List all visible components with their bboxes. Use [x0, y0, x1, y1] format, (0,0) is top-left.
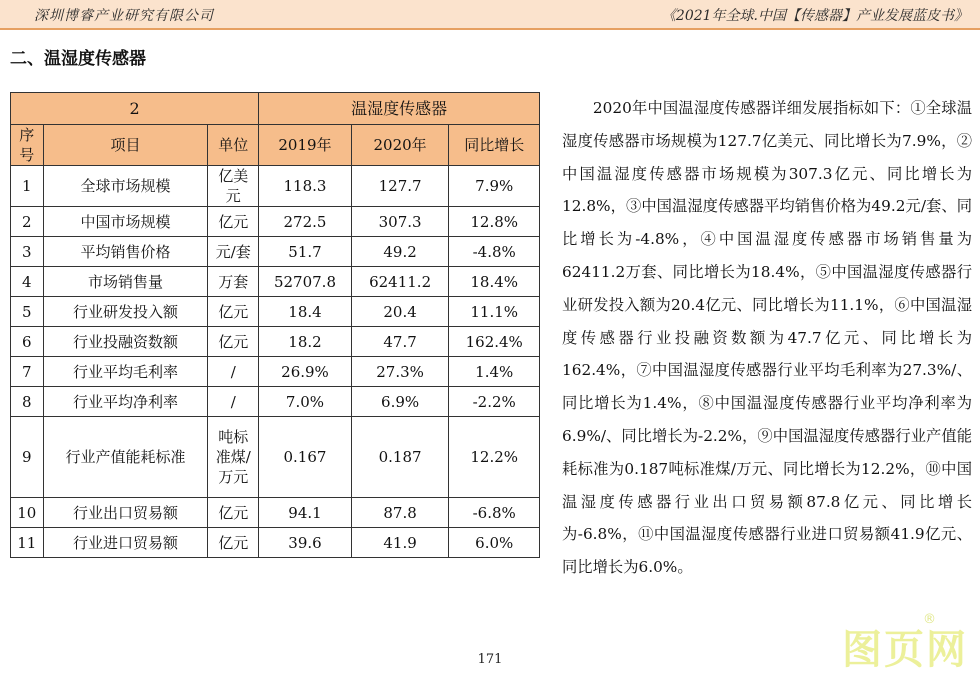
row-index: 8 [11, 387, 44, 417]
row-value-2020: 0.187 [351, 417, 449, 498]
row-item: 行业研发投入额 [43, 297, 208, 327]
body-paragraph: 2020年中国温湿度传感器详细发展指标如下：①全球温湿度传感器市场规模为127.7亿美元、同比增长为7.9%，②中国温湿度传感器市场规模为307.3亿元、同比增长为12.8%，③中国温湿度传感器平均销售价格为49.2元/套、同比增长为-4.8%，④中国温湿度传感器市场销售量为62411.2万套、同比增长为18.4%，⑤中国温湿度传感器行业研发投入额为20.4亿元、同比增长为11.1%，⑥中国温湿度传感器行业投融资数额为47.7亿元、同比增长为162.4%，⑦中国温湿度传感器行业平均毛利率为27.3%/、同比增长为1.4%，⑧中国温湿度传感器行业平均净利率为6.9%/、同比增长为-2.2%，⑨中国温湿度传感器行业产值能耗标准为0.187吨标准煤/万元、同比增长为12.2%，⑩中国温湿度传感器行业出口贸易额87.8亿元、同比增长为-6.8%，⑪中国温湿度传感器行业进口贸易额41.9亿元、同比增长为6.0%。 [562, 99, 972, 577]
table-row [11, 528, 540, 558]
row-value-2019: 272.5 [259, 207, 352, 237]
header-book-title: 《2021年全球.中国【传感器】产业发展蓝皮书》 [661, 8, 968, 24]
row-value-2019: 52707.8 [259, 267, 352, 297]
column-header: 2019年 [259, 125, 352, 166]
row-item: 行业平均毛利率 [43, 357, 208, 387]
watermark-logo: 图页网 [842, 627, 968, 673]
row-unit [208, 417, 259, 498]
column-header: 单位 [208, 125, 259, 166]
row-item: 市场销售量 [43, 267, 208, 297]
row-unit: 亿元 [208, 327, 259, 357]
row-unit: 万套 [208, 267, 259, 297]
row-unit-text: 吨标准煤/万元 [215, 428, 251, 486]
row-value-2020: 62411.2 [351, 267, 449, 297]
row-value-2020: 6.9% [351, 387, 449, 417]
table-row [11, 387, 540, 417]
table-row [11, 207, 540, 237]
row-index: 9 [11, 417, 44, 498]
row-unit: / [208, 357, 259, 387]
row-value-2019: 51.7 [259, 237, 352, 267]
table-row [11, 237, 540, 267]
row-item: 行业进口贸易额 [43, 528, 208, 558]
table-row [11, 297, 540, 327]
row-unit: 亿元 [208, 207, 259, 237]
row-unit: 亿元 [208, 498, 259, 528]
header-company: 深圳博睿产业研究有限公司 [34, 8, 214, 24]
row-value-2020: 20.4 [351, 297, 449, 327]
indicator-table [10, 92, 540, 558]
row-value-2019: 18.2 [259, 327, 352, 357]
row-yoy: 162.4% [449, 327, 540, 357]
registered-mark: ® [923, 612, 936, 627]
row-unit: 亿元 [208, 297, 259, 327]
table-row [11, 166, 540, 207]
row-item: 全球市场规模 [43, 166, 208, 207]
table-row [11, 327, 540, 357]
row-yoy: 1.4% [449, 357, 540, 387]
row-item: 行业产值能耗标准 [43, 417, 208, 498]
row-value-2019: 0.167 [259, 417, 352, 498]
row-value-2020: 307.3 [351, 207, 449, 237]
row-unit: / [208, 387, 259, 417]
row-index: 1 [11, 166, 44, 207]
row-yoy: 12.8% [449, 207, 540, 237]
row-value-2019: 26.9% [259, 357, 352, 387]
column-header: 2020年 [351, 125, 449, 166]
row-yoy: 12.2% [449, 417, 540, 498]
row-yoy: -4.8% [449, 237, 540, 267]
row-yoy: -6.8% [449, 498, 540, 528]
table-header-row [11, 125, 540, 166]
row-value-2020: 87.8 [351, 498, 449, 528]
row-value-2019: 118.3 [259, 166, 352, 207]
row-yoy: 6.0% [449, 528, 540, 558]
row-value-2020: 41.9 [351, 528, 449, 558]
row-index: 5 [11, 297, 44, 327]
row-yoy: -2.2% [449, 387, 540, 417]
row-item: 中国市场规模 [43, 207, 208, 237]
column-header: 项目 [43, 125, 208, 166]
row-value-2019: 39.6 [259, 528, 352, 558]
table-row [11, 498, 540, 528]
row-item: 行业出口贸易额 [43, 498, 208, 528]
section-title: 二、温湿度传感器 [10, 49, 146, 69]
table-title-index: 2 [11, 93, 259, 125]
row-unit: 亿元 [208, 528, 259, 558]
row-unit: 元/套 [208, 237, 259, 267]
row-value-2019: 94.1 [259, 498, 352, 528]
row-item: 平均销售价格 [43, 237, 208, 267]
row-value-2019: 7.0% [259, 387, 352, 417]
row-yoy: 7.9% [449, 166, 540, 207]
row-index: 3 [11, 237, 44, 267]
row-index: 11 [11, 528, 44, 558]
row-value-2020: 49.2 [351, 237, 449, 267]
row-unit [208, 166, 259, 207]
column-header: 同比增长 [449, 125, 540, 166]
row-index: 7 [11, 357, 44, 387]
row-index: 6 [11, 327, 44, 357]
row-index: 4 [11, 267, 44, 297]
row-value-2019: 18.4 [259, 297, 352, 327]
row-unit-text: 亿美元 [218, 167, 249, 205]
row-value-2020: 127.7 [351, 166, 449, 207]
table-title-label: 温湿度传感器 [259, 93, 540, 125]
row-yoy: 11.1% [449, 297, 540, 327]
table-row [11, 267, 540, 297]
row-index: 2 [11, 207, 44, 237]
row-item: 行业投融资数额 [43, 327, 208, 357]
table-row [11, 357, 540, 387]
page-header [0, 0, 980, 30]
row-item: 行业平均净利率 [43, 387, 208, 417]
row-yoy: 18.4% [449, 267, 540, 297]
column-header: 序号 [11, 125, 44, 166]
table-title-row [11, 93, 540, 125]
row-value-2020: 27.3% [351, 357, 449, 387]
row-value-2020: 47.7 [351, 327, 449, 357]
page-number: 171 [477, 652, 503, 667]
row-index: 10 [11, 498, 44, 528]
table-row [11, 417, 540, 498]
